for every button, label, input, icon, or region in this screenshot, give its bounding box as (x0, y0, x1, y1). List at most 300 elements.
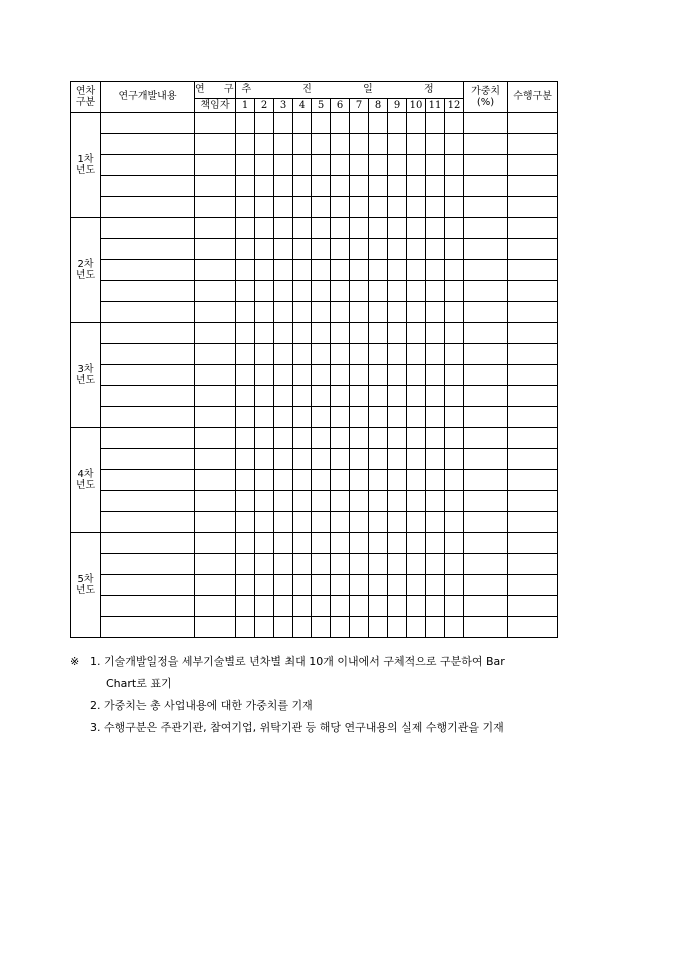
schedule-cell[interactable] (350, 554, 369, 575)
content-cell[interactable] (101, 176, 195, 197)
researcher-cell[interactable] (195, 134, 236, 155)
schedule-cell[interactable] (350, 533, 369, 554)
schedule-cell[interactable] (236, 491, 255, 512)
performer-cell[interactable] (508, 218, 558, 239)
schedule-cell[interactable] (350, 512, 369, 533)
schedule-cell[interactable] (274, 302, 293, 323)
schedule-cell[interactable] (445, 134, 464, 155)
schedule-cell[interactable] (274, 533, 293, 554)
schedule-cell[interactable] (445, 218, 464, 239)
schedule-cell[interactable] (331, 281, 350, 302)
schedule-cell[interactable] (274, 113, 293, 134)
performer-cell[interactable] (508, 491, 558, 512)
weight-cell[interactable] (464, 617, 508, 638)
performer-cell[interactable] (508, 428, 558, 449)
schedule-cell[interactable] (293, 491, 312, 512)
schedule-cell[interactable] (369, 407, 388, 428)
schedule-cell[interactable] (445, 197, 464, 218)
content-cell[interactable] (101, 596, 195, 617)
schedule-cell[interactable] (331, 344, 350, 365)
researcher-cell[interactable] (195, 491, 236, 512)
schedule-cell[interactable] (407, 218, 426, 239)
schedule-cell[interactable] (274, 554, 293, 575)
schedule-cell[interactable] (312, 197, 331, 218)
content-cell[interactable] (101, 260, 195, 281)
schedule-cell[interactable] (369, 491, 388, 512)
schedule-cell[interactable] (407, 491, 426, 512)
schedule-cell[interactable] (236, 449, 255, 470)
schedule-cell[interactable] (293, 428, 312, 449)
schedule-cell[interactable] (255, 176, 274, 197)
schedule-cell[interactable] (274, 155, 293, 176)
schedule-cell[interactable] (293, 323, 312, 344)
schedule-cell[interactable] (312, 218, 331, 239)
weight-cell[interactable] (464, 302, 508, 323)
performer-cell[interactable] (508, 344, 558, 365)
schedule-cell[interactable] (369, 260, 388, 281)
content-cell[interactable] (101, 470, 195, 491)
researcher-cell[interactable] (195, 155, 236, 176)
schedule-cell[interactable] (255, 428, 274, 449)
schedule-cell[interactable] (426, 176, 445, 197)
schedule-cell[interactable] (274, 512, 293, 533)
schedule-cell[interactable] (312, 449, 331, 470)
schedule-cell[interactable] (407, 407, 426, 428)
schedule-cell[interactable] (274, 491, 293, 512)
schedule-cell[interactable] (407, 575, 426, 596)
schedule-cell[interactable] (255, 239, 274, 260)
schedule-cell[interactable] (350, 260, 369, 281)
schedule-cell[interactable] (293, 281, 312, 302)
schedule-cell[interactable] (369, 197, 388, 218)
schedule-cell[interactable] (350, 365, 369, 386)
schedule-cell[interactable] (407, 365, 426, 386)
schedule-cell[interactable] (407, 470, 426, 491)
schedule-cell[interactable] (255, 407, 274, 428)
schedule-cell[interactable] (312, 302, 331, 323)
performer-cell[interactable] (508, 617, 558, 638)
schedule-cell[interactable] (312, 617, 331, 638)
content-cell[interactable] (101, 491, 195, 512)
schedule-cell[interactable] (236, 344, 255, 365)
content-cell[interactable] (101, 134, 195, 155)
performer-cell[interactable] (508, 449, 558, 470)
schedule-cell[interactable] (388, 575, 407, 596)
weight-cell[interactable] (464, 344, 508, 365)
schedule-cell[interactable] (388, 470, 407, 491)
weight-cell[interactable] (464, 260, 508, 281)
schedule-cell[interactable] (331, 197, 350, 218)
schedule-cell[interactable] (331, 239, 350, 260)
weight-cell[interactable] (464, 491, 508, 512)
schedule-cell[interactable] (236, 617, 255, 638)
schedule-cell[interactable] (293, 512, 312, 533)
weight-cell[interactable] (464, 197, 508, 218)
schedule-cell[interactable] (293, 470, 312, 491)
weight-cell[interactable] (464, 134, 508, 155)
schedule-cell[interactable] (445, 512, 464, 533)
schedule-cell[interactable] (312, 155, 331, 176)
schedule-cell[interactable] (236, 281, 255, 302)
schedule-cell[interactable] (369, 218, 388, 239)
schedule-cell[interactable] (445, 449, 464, 470)
schedule-cell[interactable] (350, 386, 369, 407)
researcher-cell[interactable] (195, 260, 236, 281)
schedule-cell[interactable] (407, 323, 426, 344)
schedule-cell[interactable] (350, 302, 369, 323)
schedule-cell[interactable] (255, 554, 274, 575)
schedule-cell[interactable] (350, 617, 369, 638)
schedule-cell[interactable] (312, 470, 331, 491)
schedule-cell[interactable] (350, 428, 369, 449)
schedule-cell[interactable] (407, 134, 426, 155)
schedule-cell[interactable] (426, 323, 445, 344)
schedule-cell[interactable] (331, 407, 350, 428)
schedule-cell[interactable] (445, 533, 464, 554)
content-cell[interactable] (101, 365, 195, 386)
schedule-cell[interactable] (369, 575, 388, 596)
schedule-cell[interactable] (255, 533, 274, 554)
researcher-cell[interactable] (195, 197, 236, 218)
content-cell[interactable] (101, 617, 195, 638)
schedule-cell[interactable] (293, 197, 312, 218)
schedule-cell[interactable] (388, 491, 407, 512)
schedule-cell[interactable] (407, 113, 426, 134)
schedule-cell[interactable] (426, 617, 445, 638)
researcher-cell[interactable] (195, 344, 236, 365)
schedule-cell[interactable] (407, 176, 426, 197)
schedule-cell[interactable] (293, 344, 312, 365)
schedule-cell[interactable] (388, 554, 407, 575)
schedule-cell[interactable] (274, 239, 293, 260)
schedule-cell[interactable] (331, 113, 350, 134)
schedule-cell[interactable] (274, 134, 293, 155)
schedule-cell[interactable] (293, 365, 312, 386)
schedule-cell[interactable] (369, 134, 388, 155)
schedule-cell[interactable] (426, 407, 445, 428)
schedule-cell[interactable] (236, 239, 255, 260)
schedule-cell[interactable] (350, 407, 369, 428)
schedule-cell[interactable] (331, 428, 350, 449)
performer-cell[interactable] (508, 176, 558, 197)
performer-cell[interactable] (508, 323, 558, 344)
schedule-cell[interactable] (255, 281, 274, 302)
weight-cell[interactable] (464, 176, 508, 197)
schedule-cell[interactable] (274, 176, 293, 197)
schedule-cell[interactable] (388, 428, 407, 449)
schedule-cell[interactable] (445, 386, 464, 407)
schedule-cell[interactable] (445, 365, 464, 386)
schedule-cell[interactable] (426, 260, 445, 281)
schedule-cell[interactable] (312, 134, 331, 155)
schedule-cell[interactable] (331, 491, 350, 512)
schedule-cell[interactable] (312, 575, 331, 596)
schedule-cell[interactable] (274, 344, 293, 365)
schedule-cell[interactable] (331, 176, 350, 197)
schedule-cell[interactable] (312, 365, 331, 386)
weight-cell[interactable] (464, 323, 508, 344)
schedule-cell[interactable] (293, 239, 312, 260)
schedule-cell[interactable] (255, 323, 274, 344)
weight-cell[interactable] (464, 428, 508, 449)
schedule-cell[interactable] (350, 323, 369, 344)
schedule-cell[interactable] (350, 113, 369, 134)
schedule-cell[interactable] (236, 470, 255, 491)
schedule-cell[interactable] (331, 218, 350, 239)
schedule-cell[interactable] (236, 260, 255, 281)
researcher-cell[interactable] (195, 176, 236, 197)
schedule-cell[interactable] (236, 176, 255, 197)
performer-cell[interactable] (508, 533, 558, 554)
researcher-cell[interactable] (195, 365, 236, 386)
schedule-cell[interactable] (236, 407, 255, 428)
schedule-cell[interactable] (293, 407, 312, 428)
performer-cell[interactable] (508, 239, 558, 260)
weight-cell[interactable] (464, 113, 508, 134)
schedule-cell[interactable] (236, 575, 255, 596)
schedule-cell[interactable] (388, 344, 407, 365)
schedule-cell[interactable] (331, 449, 350, 470)
schedule-cell[interactable] (312, 491, 331, 512)
researcher-cell[interactable] (195, 113, 236, 134)
schedule-cell[interactable] (293, 134, 312, 155)
schedule-cell[interactable] (426, 281, 445, 302)
schedule-cell[interactable] (331, 155, 350, 176)
schedule-cell[interactable] (369, 512, 388, 533)
schedule-cell[interactable] (369, 176, 388, 197)
schedule-cell[interactable] (236, 554, 255, 575)
schedule-cell[interactable] (350, 176, 369, 197)
schedule-cell[interactable] (407, 428, 426, 449)
weight-cell[interactable] (464, 218, 508, 239)
schedule-cell[interactable] (236, 323, 255, 344)
schedule-cell[interactable] (445, 113, 464, 134)
schedule-cell[interactable] (445, 428, 464, 449)
researcher-cell[interactable] (195, 449, 236, 470)
schedule-cell[interactable] (407, 239, 426, 260)
schedule-cell[interactable] (350, 155, 369, 176)
schedule-cell[interactable] (274, 575, 293, 596)
researcher-cell[interactable] (195, 470, 236, 491)
schedule-cell[interactable] (369, 533, 388, 554)
schedule-cell[interactable] (388, 365, 407, 386)
schedule-cell[interactable] (350, 197, 369, 218)
schedule-cell[interactable] (274, 428, 293, 449)
schedule-cell[interactable] (426, 428, 445, 449)
schedule-cell[interactable] (369, 470, 388, 491)
schedule-cell[interactable] (388, 302, 407, 323)
researcher-cell[interactable] (195, 554, 236, 575)
schedule-cell[interactable] (274, 407, 293, 428)
schedule-cell[interactable] (388, 533, 407, 554)
schedule-cell[interactable] (255, 596, 274, 617)
weight-cell[interactable] (464, 386, 508, 407)
schedule-cell[interactable] (445, 323, 464, 344)
schedule-cell[interactable] (426, 113, 445, 134)
weight-cell[interactable] (464, 365, 508, 386)
schedule-cell[interactable] (426, 386, 445, 407)
schedule-cell[interactable] (255, 302, 274, 323)
schedule-cell[interactable] (369, 323, 388, 344)
schedule-cell[interactable] (236, 512, 255, 533)
schedule-cell[interactable] (350, 344, 369, 365)
content-cell[interactable] (101, 407, 195, 428)
content-cell[interactable] (101, 239, 195, 260)
schedule-cell[interactable] (312, 428, 331, 449)
schedule-cell[interactable] (236, 533, 255, 554)
schedule-cell[interactable] (426, 596, 445, 617)
performer-cell[interactable] (508, 302, 558, 323)
schedule-cell[interactable] (369, 596, 388, 617)
schedule-cell[interactable] (369, 449, 388, 470)
schedule-cell[interactable] (331, 134, 350, 155)
content-cell[interactable] (101, 344, 195, 365)
schedule-cell[interactable] (255, 365, 274, 386)
schedule-cell[interactable] (274, 386, 293, 407)
schedule-cell[interactable] (369, 281, 388, 302)
researcher-cell[interactable] (195, 302, 236, 323)
schedule-cell[interactable] (312, 533, 331, 554)
schedule-cell[interactable] (274, 596, 293, 617)
weight-cell[interactable] (464, 155, 508, 176)
schedule-cell[interactable] (293, 176, 312, 197)
content-cell[interactable] (101, 281, 195, 302)
schedule-cell[interactable] (274, 449, 293, 470)
schedule-cell[interactable] (388, 617, 407, 638)
schedule-cell[interactable] (388, 197, 407, 218)
schedule-cell[interactable] (445, 176, 464, 197)
schedule-cell[interactable] (369, 344, 388, 365)
weight-cell[interactable] (464, 596, 508, 617)
schedule-cell[interactable] (274, 281, 293, 302)
schedule-cell[interactable] (350, 596, 369, 617)
schedule-cell[interactable] (312, 407, 331, 428)
schedule-cell[interactable] (331, 386, 350, 407)
schedule-cell[interactable] (255, 617, 274, 638)
content-cell[interactable] (101, 323, 195, 344)
performer-cell[interactable] (508, 197, 558, 218)
schedule-cell[interactable] (236, 155, 255, 176)
schedule-cell[interactable] (236, 218, 255, 239)
schedule-cell[interactable] (407, 260, 426, 281)
schedule-cell[interactable] (407, 386, 426, 407)
schedule-cell[interactable] (350, 470, 369, 491)
schedule-cell[interactable] (407, 596, 426, 617)
schedule-cell[interactable] (445, 260, 464, 281)
schedule-cell[interactable] (445, 617, 464, 638)
performer-cell[interactable] (508, 113, 558, 134)
schedule-cell[interactable] (388, 218, 407, 239)
content-cell[interactable] (101, 554, 195, 575)
content-cell[interactable] (101, 512, 195, 533)
schedule-cell[interactable] (236, 386, 255, 407)
schedule-cell[interactable] (331, 596, 350, 617)
schedule-cell[interactable] (312, 323, 331, 344)
schedule-cell[interactable] (293, 575, 312, 596)
schedule-cell[interactable] (293, 533, 312, 554)
schedule-cell[interactable] (426, 512, 445, 533)
schedule-cell[interactable] (445, 155, 464, 176)
researcher-cell[interactable] (195, 407, 236, 428)
schedule-cell[interactable] (426, 554, 445, 575)
schedule-cell[interactable] (350, 449, 369, 470)
schedule-cell[interactable] (407, 449, 426, 470)
schedule-cell[interactable] (350, 239, 369, 260)
weight-cell[interactable] (464, 533, 508, 554)
schedule-cell[interactable] (274, 470, 293, 491)
performer-cell[interactable] (508, 155, 558, 176)
content-cell[interactable] (101, 386, 195, 407)
schedule-cell[interactable] (445, 554, 464, 575)
schedule-cell[interactable] (255, 449, 274, 470)
schedule-cell[interactable] (255, 575, 274, 596)
content-cell[interactable] (101, 155, 195, 176)
schedule-cell[interactable] (312, 260, 331, 281)
schedule-cell[interactable] (293, 113, 312, 134)
content-cell[interactable] (101, 218, 195, 239)
schedule-cell[interactable] (426, 491, 445, 512)
content-cell[interactable] (101, 575, 195, 596)
schedule-cell[interactable] (369, 239, 388, 260)
schedule-cell[interactable] (293, 617, 312, 638)
schedule-cell[interactable] (426, 575, 445, 596)
schedule-cell[interactable] (331, 323, 350, 344)
researcher-cell[interactable] (195, 575, 236, 596)
schedule-cell[interactable] (388, 239, 407, 260)
schedule-cell[interactable] (369, 617, 388, 638)
schedule-cell[interactable] (255, 470, 274, 491)
schedule-cell[interactable] (445, 302, 464, 323)
schedule-cell[interactable] (388, 281, 407, 302)
performer-cell[interactable] (508, 470, 558, 491)
researcher-cell[interactable] (195, 218, 236, 239)
schedule-cell[interactable] (388, 596, 407, 617)
schedule-cell[interactable] (407, 302, 426, 323)
performer-cell[interactable] (508, 596, 558, 617)
schedule-cell[interactable] (407, 155, 426, 176)
schedule-cell[interactable] (331, 617, 350, 638)
schedule-cell[interactable] (426, 302, 445, 323)
researcher-cell[interactable] (195, 281, 236, 302)
schedule-cell[interactable] (445, 575, 464, 596)
researcher-cell[interactable] (195, 386, 236, 407)
researcher-cell[interactable] (195, 596, 236, 617)
performer-cell[interactable] (508, 281, 558, 302)
researcher-cell[interactable] (195, 512, 236, 533)
schedule-cell[interactable] (445, 596, 464, 617)
schedule-cell[interactable] (274, 260, 293, 281)
schedule-cell[interactable] (388, 512, 407, 533)
schedule-cell[interactable] (312, 386, 331, 407)
schedule-cell[interactable] (407, 197, 426, 218)
schedule-cell[interactable] (369, 428, 388, 449)
schedule-cell[interactable] (426, 134, 445, 155)
schedule-cell[interactable] (312, 554, 331, 575)
schedule-cell[interactable] (426, 218, 445, 239)
schedule-cell[interactable] (407, 281, 426, 302)
schedule-cell[interactable] (426, 470, 445, 491)
schedule-cell[interactable] (255, 344, 274, 365)
schedule-cell[interactable] (255, 155, 274, 176)
weight-cell[interactable] (464, 449, 508, 470)
schedule-cell[interactable] (331, 470, 350, 491)
schedule-cell[interactable] (369, 386, 388, 407)
schedule-cell[interactable] (388, 323, 407, 344)
weight-cell[interactable] (464, 239, 508, 260)
content-cell[interactable] (101, 449, 195, 470)
schedule-cell[interactable] (331, 575, 350, 596)
schedule-cell[interactable] (426, 365, 445, 386)
